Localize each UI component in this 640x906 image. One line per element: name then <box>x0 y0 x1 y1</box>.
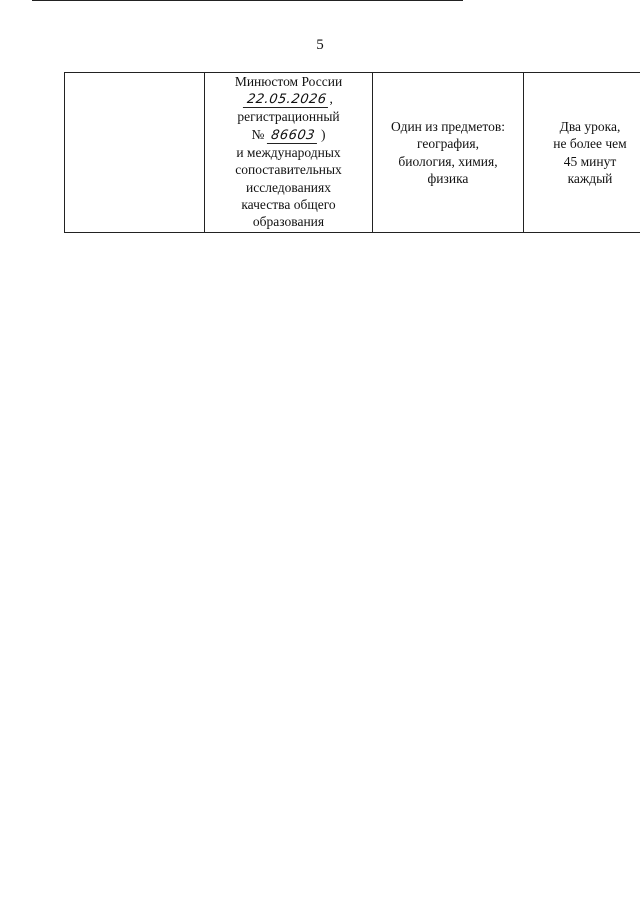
date-suffix: , <box>329 91 333 107</box>
number-suffix: ) <box>321 126 326 142</box>
table-cell-subjects <box>373 73 524 233</box>
number-sign: № <box>251 126 265 142</box>
top-rule <box>32 0 463 1</box>
basis-line: регистрационный <box>237 109 340 125</box>
duration-line: каждый <box>567 170 613 186</box>
basis-line: и международных <box>236 144 341 160</box>
duration-line: не более чем <box>553 136 627 152</box>
table-cell-duration <box>524 73 640 233</box>
subjects-line: Один из предметов: <box>391 118 505 134</box>
subjects-line: физика <box>427 170 469 186</box>
duration-text <box>553 118 626 188</box>
handwritten-registration-date: 22.05.2026 <box>243 92 331 108</box>
table-cell-basis <box>205 73 373 233</box>
duration-line: Два урока, <box>559 118 621 134</box>
basis-line: сопоставительных <box>235 162 342 178</box>
basis-date-line <box>209 90 368 108</box>
table-cell-empty <box>65 73 205 233</box>
page-number: 5 <box>316 37 324 53</box>
basis-line: качества общего <box>241 197 336 213</box>
table-row <box>65 73 640 233</box>
duration-line: 45 минут <box>563 153 617 169</box>
document-table <box>64 72 640 233</box>
subjects-line: география, <box>417 136 479 152</box>
subjects-line: биология, химия, <box>398 153 498 169</box>
basis-line: исследованиях <box>246 179 331 195</box>
basis-line: образования <box>252 214 325 230</box>
handwritten-registration-number: 86603 <box>267 128 319 144</box>
basis-number-line <box>209 126 368 144</box>
basis-line: Минюстом России <box>234 74 343 89</box>
